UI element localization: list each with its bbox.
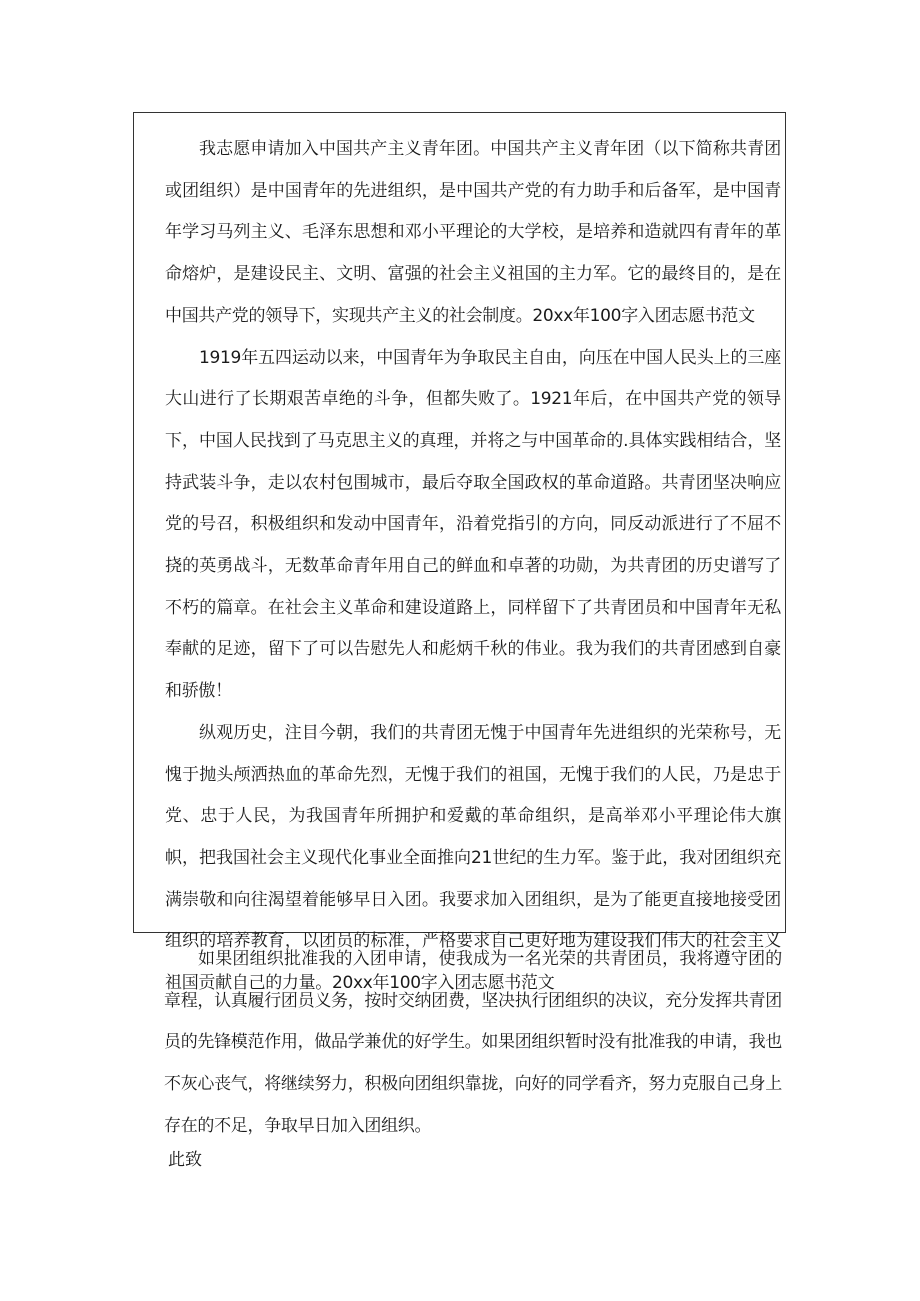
body-text-section	[133, 939, 786, 1148]
closing-salutation: 此致	[168, 1150, 202, 1170]
box-paragraph-1: 我志愿申请加入中国共产主义青年团。中国共产主义青年团（以下简称共青团或团组织）是中国青年的先进组织，是中国共产党的有力助手和后备军，是中国青年学习马列主义、毛泽东思想和邓小平理论的大学校，是培养和造就四有青年的革命熔炉，是建设民主、文明、富强的社会主义祖国的主力军。它的最终目的，是在中国共产党的领导下，实现共产主义的社会制度。20xx年100字入团志愿书范文	[165, 139, 781, 326]
framed-text-box	[133, 112, 786, 994]
box-paragraph-2: 1919年五四运动以来，中国青年为争取民主自由，向压在中国人民头上的三座大山进行了长期艰苦卓绝的斗争，但都失败了。1921年后，在中国共产党的领导下，中国人民找到了马克思主义的真理，并将之与中国革命的.具体实践相结合，坚持武装斗争，走以农村包围城市，最后夺取全国政权的革命道路。共青团坚决响应党的号召，积极组织和发动中国青年，沿着党指引的方向，同反动派进行了不屈不挠的英勇战斗，无数革命青年用自己的鲜血和卓著的功勋，为共青团的历史谱写了不朽的篇章。在社会主义革命和建设道路上，同样留下了共青团员和中国青年无私奉献的足迹，留下了可以告慰先人和彪炳千秋的伟业。我为我们的共青团感到自豪和骄傲！	[165, 347, 781, 702]
body-paragraph: 如果团组织批准我的入团申请，使我成为一名光荣的共青团员，我将遵守团的章程，认真履行团员义务，按时交纳团费，坚决执行团组织的决议，充分发挥共青团员的先锋模范作用，做品学兼优的好学生。如果团组织暂时没有批准我的申请，我也不灰心丧气，将继续努力，积极向团组织靠拢，向好的同学看齐，努力克服自己身上存在的不足，争取早日加入团组织。	[164, 949, 782, 1136]
box-paragraph-3: 纵观历史，注目今朝，我们的共青团无愧于中国青年先进组织的光荣称号，无愧于抛头颅洒热血的革命先烈，无愧于我们的祖国，无愧于我们的人民，乃是忠于党、忠于人民，为我国青年所拥护和爱戴的革命组织，是高举邓小平理论伟大旗帜，把我国社会主义现代化事业全面推向21世纪的生力军。鉴于此，我对团组织充满崇敬和向往渴望着能够早日入团。我要求加入团组织，是为了能更直接地接受团组织的培养教育，以团员的标准，严格要求自己更好地为建设我们伟大的社会主义祖国贡献自己的力量。20xx年100字入团志愿书范文	[165, 722, 781, 994]
